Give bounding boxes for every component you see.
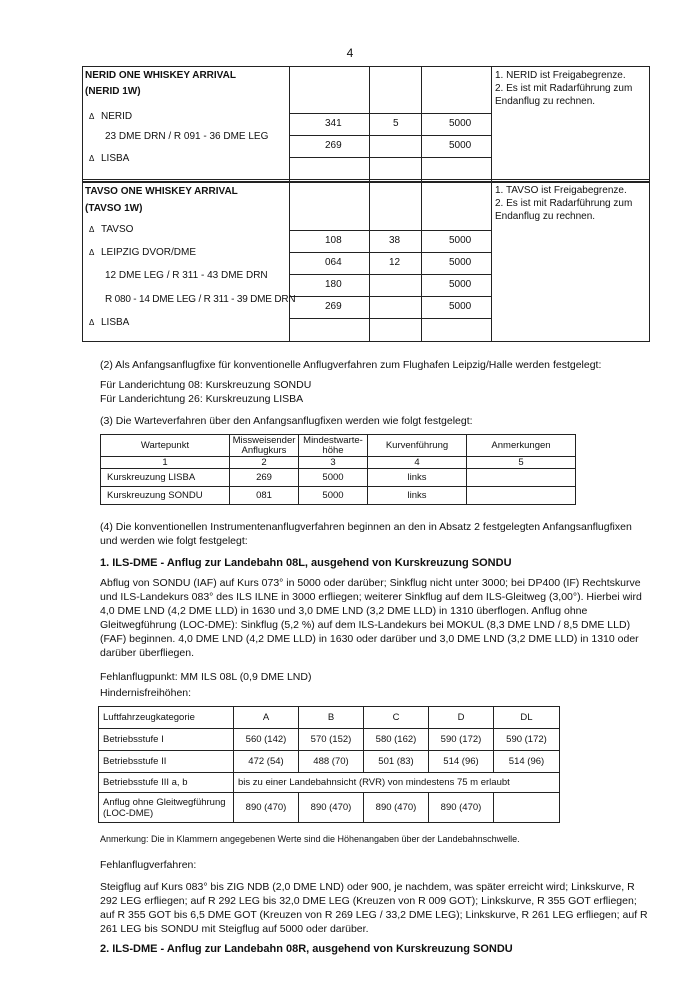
- table-cell: Betriebsstufe I: [99, 729, 234, 751]
- column-number: 2: [230, 457, 299, 469]
- page-number: 4: [346, 46, 354, 60]
- tavso-fix-leipzig: LEIPZIG DVOR/DME: [101, 247, 197, 258]
- table-cell: bis zu einer Landebahnsicht (RVR) von mindestens 75 m erlaubt: [234, 773, 560, 793]
- nerid-note-1: 1. NERID ist Freigabegrenze.: [495, 70, 626, 81]
- triangle-icon: Δ: [89, 112, 95, 121]
- table-header: A: [234, 707, 299, 729]
- column-number: 1: [101, 457, 230, 469]
- paragraph-2: (2) Als Anfangsanflugfixe für konventionelle Anflugverfahren zum Flughafen Leipzig/Halle werden festgelegt:: [100, 359, 602, 371]
- table-header: Luftfahrzeugkategorie: [99, 707, 234, 729]
- tavso-title: TAVSO ONE WHISKEY ARRIVAL: [85, 186, 238, 197]
- nerid-note-2: 2. Es ist mit Radarführung zum Endanflug zu rechnen.: [495, 83, 633, 107]
- table-cell: 570 (152): [299, 729, 364, 751]
- tavso-course-2: 064: [325, 257, 342, 268]
- table-header: Wartepunkt: [101, 435, 230, 457]
- nerid-fix-lisba: LISBA: [101, 153, 130, 164]
- missed-approach-point: Fehlanflugpunkt: MM ILS 08L (0,9 DME LND): [100, 671, 312, 683]
- table-cell: Betriebsstufe II: [99, 751, 234, 773]
- table-cell: 590 (172): [494, 729, 560, 751]
- table-header: Missweisender Anflugkurs: [230, 435, 299, 457]
- table-cell: Kurskreuzung SONDU: [101, 487, 230, 505]
- tavso-course-1: 108: [325, 235, 342, 246]
- table-cell: [467, 487, 576, 505]
- table-cell: 472 (54): [234, 751, 299, 773]
- table-row: [99, 751, 560, 773]
- nerid-fix-nerid: NERID: [101, 111, 133, 122]
- table-row: [101, 469, 576, 487]
- table-header: Kurvenführung: [368, 435, 467, 457]
- table-cell: 890 (470): [429, 793, 494, 823]
- paragraph-3: (3) Die Warteverfahren über den Anfangsanflugfixen werden wie folgt festgelegt:: [100, 415, 473, 427]
- table-cell: 890 (470): [364, 793, 429, 823]
- table-cell: 501 (83): [364, 751, 429, 773]
- nerid-course-1: 341: [325, 118, 342, 129]
- nerid-alt-2: 5000: [449, 140, 472, 151]
- tavso-alt-4: 5000: [449, 301, 472, 312]
- table-header: Anmerkungen: [467, 435, 576, 457]
- column-number: 3: [299, 457, 368, 469]
- tavso-dist-2: 12: [389, 257, 401, 268]
- missed-approach-heading: Fehlanflugverfahren:: [100, 859, 197, 871]
- triangle-icon: Δ: [89, 225, 95, 234]
- section-1-body: Abflug von SONDU (IAF) auf Kurs 073° in 5000 oder darüber; Sinkflug nicht unter 3000; bei DP400 (IF) Rechtskurve und ILS-Landekurs 083° des ILS ILNE in 3000 erfliegen; weiterer Sinkflug auf dem ILS-Gleitweg (3,00°). Hierbei wird 4,0 DME LND (4,2 DME LLD) in 1630 und 3,0 DME LND (3,2 DME LLD) in 1310 überflogen. Anflug ohne Gleitwegführung (LOC-DME): Sinkflug (5,2 %) auf dem ILS-Landekurs bei MOKUL (8,3 DME LND / 8,5 DME LLD) (FAF) beginnen. 4,0 DME LND (4,2 DME LLD) in 1630 oder darüber und 3,0 DME LND (3,2 DME LLD) in 1310 oder darüber überfliegen.: [100, 577, 642, 659]
- tavso-note-1: 1. TAVSO ist Freigabegrenze.: [495, 185, 627, 196]
- table-cell: Anflug ohne Gleitwegführung (LOC-DME): [99, 793, 234, 823]
- holding-procedures-table: [100, 434, 576, 505]
- paragraph-2-line-2: Für Landerichtung 26: Kurskreuzung LISBA: [100, 393, 304, 405]
- tavso-dist-1: 38: [389, 235, 401, 246]
- table-header: DL: [494, 707, 560, 729]
- missed-approach-body: Steigflug auf Kurs 083° bis ZIG NDB (2,0 DME LND) oder 900, je nachdem, was später erreicht wird; Linkskurve, R 292 LEG erfliegen; auf R 292 LEG bis 32,0 DME LEG (Kreuzen von R 009 GOT); Linkskurve, R 355 GOT erfliegen; auf R 355 GOT bis 6,5 DME GOT (Kreuzen von R 269 LEG / 33,2 DME LEG); Linkskurve, R 261 LEG erfliegen; auf R 261 LEG bis SONDU mit Steigflug auf 5000 oder darüber.: [100, 881, 648, 935]
- tavso-course-3: 180: [325, 279, 342, 290]
- table-cell: 560 (142): [234, 729, 299, 751]
- obstacle-clearance-table: [98, 706, 560, 823]
- table-cell: [494, 793, 560, 823]
- tavso-course-4: 269: [325, 301, 342, 312]
- table-row: [99, 773, 560, 793]
- obstacle-clearance-label: Hindernisfreihöhen:: [100, 687, 192, 699]
- tavso-alt-2: 5000: [449, 257, 472, 268]
- table-cell: Betriebsstufe III a, b: [99, 773, 234, 793]
- table-cell: 081: [230, 487, 299, 505]
- table-cell: 5000: [299, 469, 368, 487]
- table-cell: 890 (470): [234, 793, 299, 823]
- table-cell: 488 (70): [299, 751, 364, 773]
- table-header: Mindestwarte-höhe: [299, 435, 368, 457]
- tavso-alt-3: 5000: [449, 279, 472, 290]
- table-header: C: [364, 707, 429, 729]
- tavso-note-2: 2. Es ist mit Radarführung zum Endanflug zu rechnen.: [495, 198, 633, 222]
- nerid-course-2: 269: [325, 140, 342, 151]
- table-cell: 590 (172): [429, 729, 494, 751]
- tavso-route-2: R 080 - 14 DME LEG / R 311 - 39 DME DRN: [105, 294, 296, 305]
- table-cell: [467, 469, 576, 487]
- tavso-route-1: 12 DME LEG / R 311 - 43 DME DRN: [105, 270, 268, 281]
- table-cell: links: [368, 487, 467, 505]
- nerid-dist-1: 5: [393, 118, 399, 129]
- nerid-arrival-table: [82, 66, 650, 182]
- tavso-designator: (TAVSO 1W): [85, 203, 143, 214]
- tavso-fix-tavso: TAVSO: [101, 224, 134, 235]
- table-header: D: [429, 707, 494, 729]
- table-cell: 5000: [299, 487, 368, 505]
- triangle-icon: Δ: [89, 154, 95, 163]
- table-cell: 514 (96): [429, 751, 494, 773]
- triangle-icon: Δ: [89, 318, 95, 327]
- table-row: [101, 487, 576, 505]
- table-cell: 514 (96): [494, 751, 560, 773]
- table-cell: 269: [230, 469, 299, 487]
- table-row: [99, 793, 560, 823]
- column-number: 5: [467, 457, 576, 469]
- table-cell: 890 (470): [299, 793, 364, 823]
- nerid-alt-1: 5000: [449, 118, 472, 129]
- paragraph-2-line-1: Für Landerichtung 08: Kurskreuzung SONDU: [100, 379, 312, 391]
- table-cell: links: [368, 469, 467, 487]
- table-cell: Kurskreuzung LISBA: [101, 469, 230, 487]
- paragraph-4: (4) Die konventionellen Instrumentenanflugverfahren beginnen an den in Absatz 2 festgelegten Anfangsanflugfixen und werden wie folgt festgelegt:: [100, 521, 632, 547]
- tavso-fix-lisba: LISBA: [101, 317, 130, 328]
- tavso-arrival-table: [82, 180, 650, 342]
- nerid-designator: (NERID 1W): [85, 86, 141, 97]
- table-header: B: [299, 707, 364, 729]
- section-heading-2: 2. ILS-DME - Anflug zur Landebahn 08R, ausgehend von Kurskreuzung SONDU: [100, 943, 513, 955]
- column-number: 4: [368, 457, 467, 469]
- nerid-title: NERID ONE WHISKEY ARRIVAL: [85, 70, 236, 81]
- nerid-route: 23 DME DRN / R 091 - 36 DME LEG: [105, 131, 269, 142]
- section-heading-1: 1. ILS-DME - Anflug zur Landebahn 08L, ausgehend von Kurskreuzung SONDU: [100, 557, 512, 569]
- table-row: [99, 729, 560, 751]
- triangle-icon: Δ: [89, 248, 95, 257]
- table-note: Anmerkung: Die in Klammern angegebenen Werte sind die Höhenangaben über der Landebahnschwelle.: [100, 834, 520, 844]
- tavso-alt-1: 5000: [449, 235, 472, 246]
- table-cell: 580 (162): [364, 729, 429, 751]
